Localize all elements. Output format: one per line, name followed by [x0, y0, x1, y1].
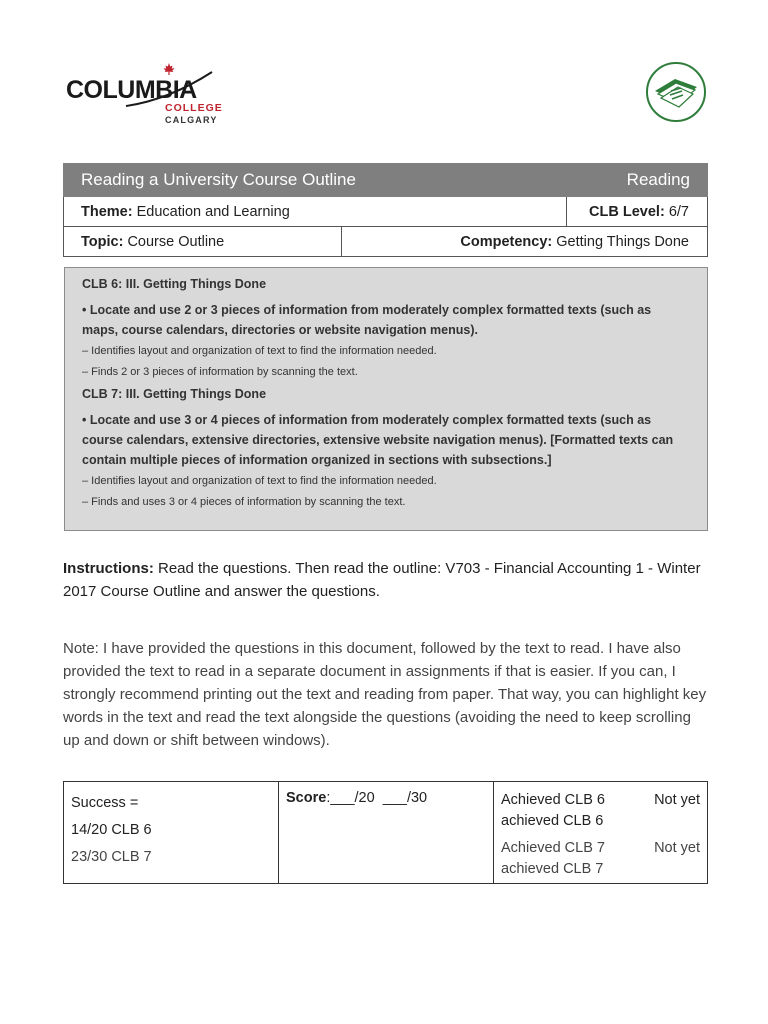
- score-table: [63, 781, 708, 884]
- achieved-clb6-line2: achieved CLB 6: [501, 813, 604, 829]
- college-logo: [64, 62, 224, 128]
- topic-row: [63, 227, 708, 257]
- theme-label: Theme:: [81, 203, 133, 220]
- topic-cell: [64, 227, 342, 256]
- not-yet-clb6-option: Not yet: [654, 792, 700, 808]
- clb7-indicator-1: – Identifies layout and organization of text to find the information needed.: [82, 475, 437, 487]
- success-clb7: 23/30 CLB 7: [71, 849, 152, 865]
- score-blanks: :___/20 ___/30: [326, 790, 428, 806]
- not-yet-clb7-option: Not yet: [654, 840, 700, 856]
- skill-label: Reading: [626, 170, 690, 189]
- achievement-cell: [494, 782, 707, 883]
- score-label: Score: [286, 790, 327, 806]
- clb7-achievement: [501, 838, 700, 880]
- clb7-heading: CLB 7: III. Getting Things Done: [82, 387, 267, 401]
- competency-cell: [342, 227, 707, 256]
- theme-value: Education and Learning: [136, 203, 290, 220]
- topic-value: Course Outline: [127, 233, 225, 250]
- clb6-bullet: • Locate and use 2 or 3 pieces of information from moderately complex formatted texts (such as maps, course calendars, directories or website navigation menus).: [82, 303, 652, 337]
- note-paragraph: Note: I have provided the questions in this document, followed by the text to read. I have also provided the text to read in a separate document in assignments if that is easier. If you can, I strongly recommend printing out the text and reading from paper. That way, you can highlight key words in the text and read the text alongside the questions (avoiding the need to keep scrolling up and down or shift between windows).: [63, 640, 707, 749]
- theme-cell: [64, 197, 567, 226]
- success-label: Success =: [71, 795, 139, 811]
- logo-college-text: COLLEGE: [165, 102, 223, 114]
- competency-value: Getting Things Done: [556, 233, 689, 250]
- theme-row: [63, 197, 708, 227]
- clb6-heading: CLB 6: III. Getting Things Done: [82, 277, 267, 291]
- achieved-clb6-option: Achieved CLB 6: [501, 792, 605, 808]
- clb6-achievement: [501, 790, 700, 832]
- clb-level-cell: [567, 197, 707, 226]
- clb7-indicator-2: – Finds and uses 3 or 4 pieces of information by scanning the text.: [82, 496, 406, 508]
- clb-level-label: CLB Level:: [589, 203, 665, 220]
- topic-label: Topic:: [81, 233, 124, 250]
- lesson-header-bar: [63, 163, 708, 197]
- reading-book-icon: [645, 61, 707, 123]
- lesson-title: Reading a University Course Outline: [81, 170, 356, 189]
- achieved-clb7-option: Achieved CLB 7: [501, 840, 605, 856]
- clb6-indicator-2: – Finds 2 or 3 pieces of information by scanning the text.: [82, 366, 358, 378]
- success-clb6: 14/20 CLB 6: [71, 822, 152, 838]
- score-cell: [279, 782, 494, 883]
- clb7-bullet: • Locate and use 3 or 4 pieces of information from moderately complex formatted texts (such as course calendars, extensive directories, extensive website navigation menus). [Formatted texts can contain multiple pieces of information organized in sections with subsections.]: [82, 413, 674, 467]
- clb-level-value: 6/7: [668, 203, 689, 220]
- logo-wordmark: COLUMBIA: [66, 76, 197, 104]
- clb-descriptors-box: [64, 267, 708, 531]
- competency-label: Competency:: [460, 233, 553, 250]
- achieved-clb7-line2: achieved CLB 7: [501, 861, 604, 877]
- clb6-indicator-1: – Identifies layout and organization of text to find the information needed.: [82, 345, 437, 357]
- instructions-text: Read the questions. Then read the outline: V703 - Financial Accounting 1 - Winter 2017 Course Outline and answer the questions.: [63, 560, 701, 600]
- instructions-paragraph: [63, 557, 708, 603]
- logo-city-text: CALGARY: [165, 115, 218, 125]
- instructions-label: Instructions:: [63, 560, 154, 577]
- success-criteria-cell: [64, 782, 279, 883]
